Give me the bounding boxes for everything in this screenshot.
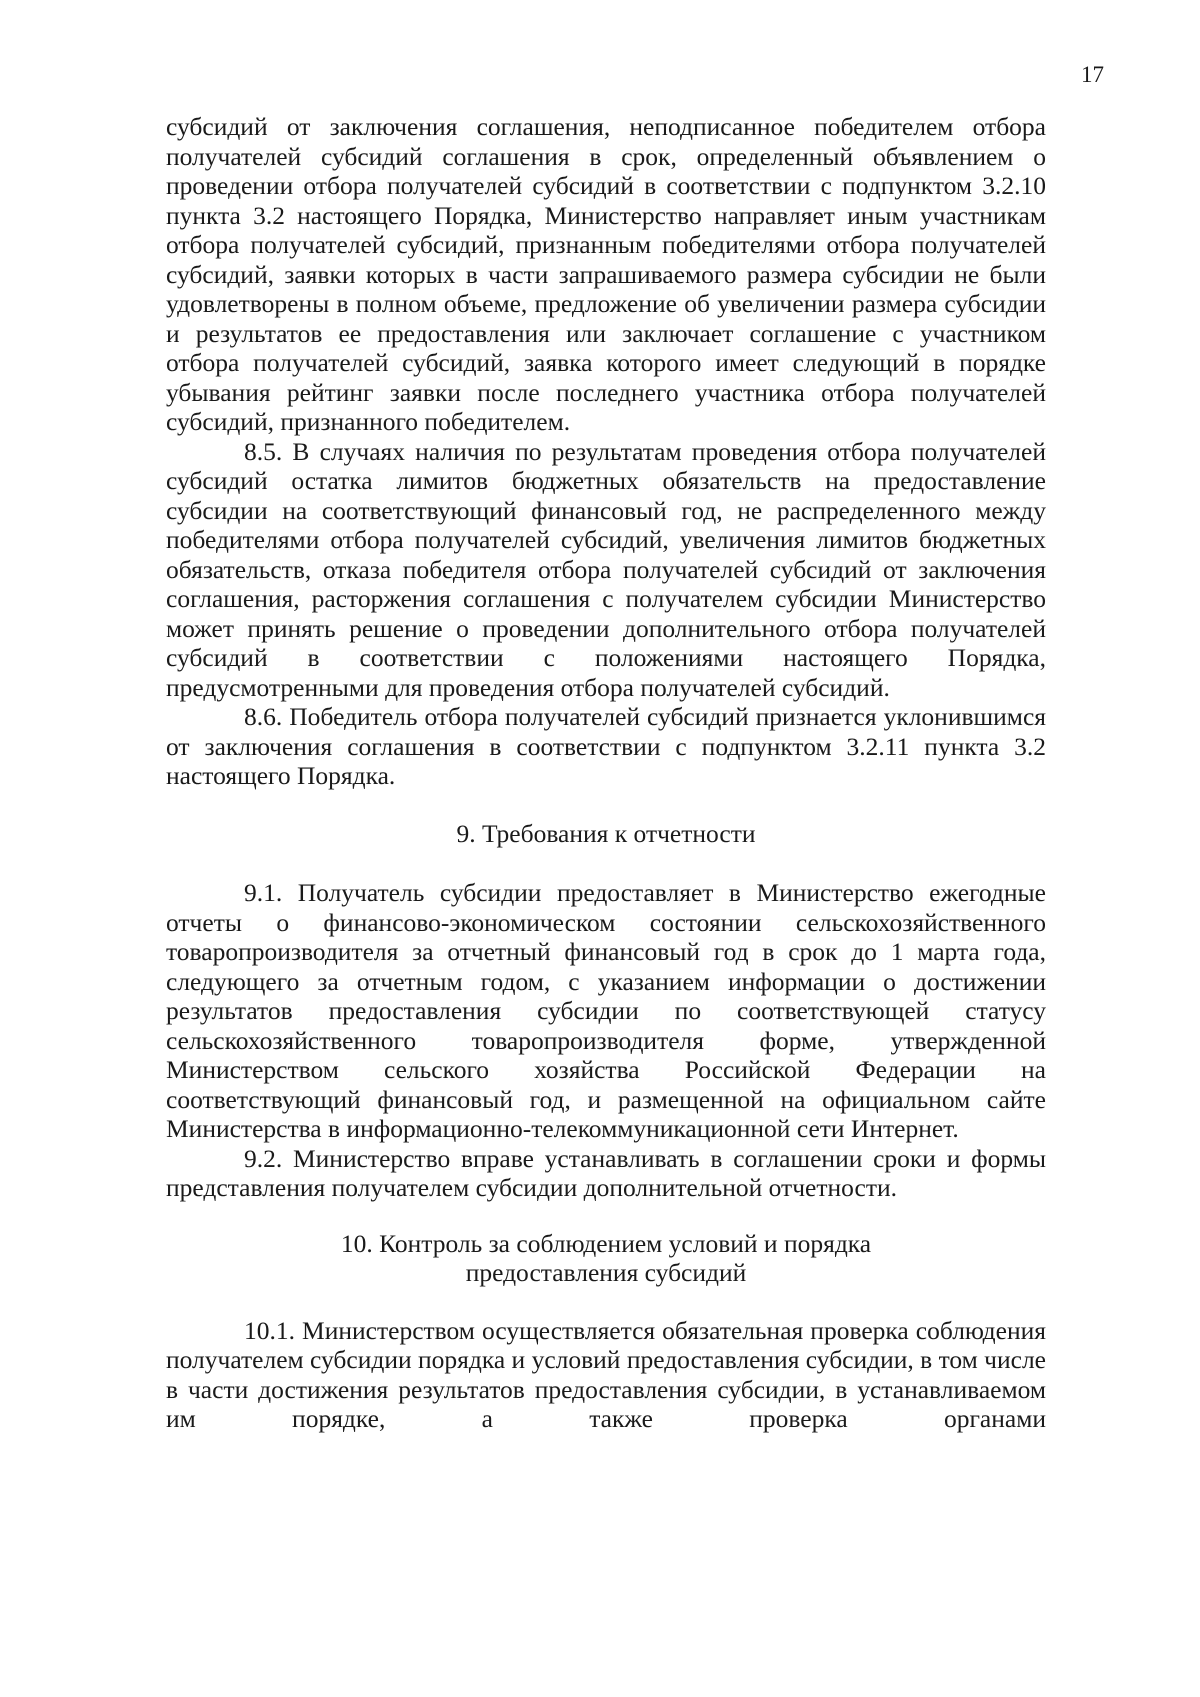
paragraph-10-1: 10.1. Министерством осуществляется обязательная проверка соблюдения получателем субсидии порядка и условий предоставления субсидии, в том числе в части достижения результатов предоставления субсидии, в устанавливаемом им порядке, а также проверка органами	[166, 1315, 1046, 1433]
paragraph-8-5: 8.5. В случаях наличия по результатам проведения отбора получателей субсидий остатка лимитов бюджетных обязательств на предоставление субсидии на соответствующий финансовый год, не распределенного между победителями отбора получателей субсидий, увеличения лимитов бюджетных обязательств, отказа победителя отбора получателей субсидий от заключения соглашения, расторжения соглашения с получателем субсидии Министерство может принять решение о проведении дополнительного отбора получателей субсидий в соответствии с положениями настоящего Порядка, предусмотренными для проведения отбора получателей субсидий.	[166, 436, 1046, 702]
section-9-heading: 9. Требования к отчетности	[456, 818, 756, 848]
paragraph-9-2: 9.2. Министерство вправе устанавливать в соглашении сроки и формы представления получателем субсидии дополнительной отчетности.	[166, 1143, 1046, 1202]
section-10-heading-line2: предоставления субсидий	[465, 1258, 747, 1287]
section-10-heading-line1: 10. Контроль за соблюдением условий и порядка	[340, 1228, 872, 1258]
paragraph-9-1: 9.1. Получатель субсидии предоставляет в Министерство ежегодные отчеты о финансово-экономическом состоянии сельскохозяйственного товаропроизводителя за отчетный финансовый год в срок до 1 марта года, следующего за отчетным годом, с указанием информации о достижении результатов предоставления субсидии по соответствующей статусу сельскохозяйственного товаропроизводителя форме, утвержденной Министерством сельского хозяйства Российской Федерации на соответствующий финансовый год, и размещенной на официальном сайте Министерства в информационно-телекоммуникационной сети Интернет.	[166, 878, 1046, 1143]
section-10-heading	[166, 1229, 1046, 1288]
paragraph-8-6: 8.6. Победитель отбора получателей субсидий признается уклонившимся от заключения соглашения в соответствии с подпунктом 3.2.11 пункта 3.2 настоящего Порядка.	[166, 702, 1046, 790]
document-body	[166, 112, 1046, 1434]
page-number: 17	[1081, 62, 1104, 87]
paragraph-8-4-continuation: субсидий от заключения соглашения, неподписанное победителем отбора получателей субсидий соглашения в срок, определенный объявлением о проведении отбора получателей субсидий в соответствии с подпунктом 3.2.10 пункта 3.2 настоящего Порядка, Министерство направляет иным участникам отбора получателей субсидий, признанным победителями отбора получателей субсидий, заявки которых в части запрашиваемого размера субсидии не были удовлетворены в полном объеме, предложение об увеличении размера субсидии и результатов ее предоставления или заключает соглашение с участником отбора получателей субсидий, заявка которого имеет следующий в порядке убывания рейтинг заявки после последнего участника отбора получателей субсидий, признанного победителем.	[166, 112, 1046, 436]
